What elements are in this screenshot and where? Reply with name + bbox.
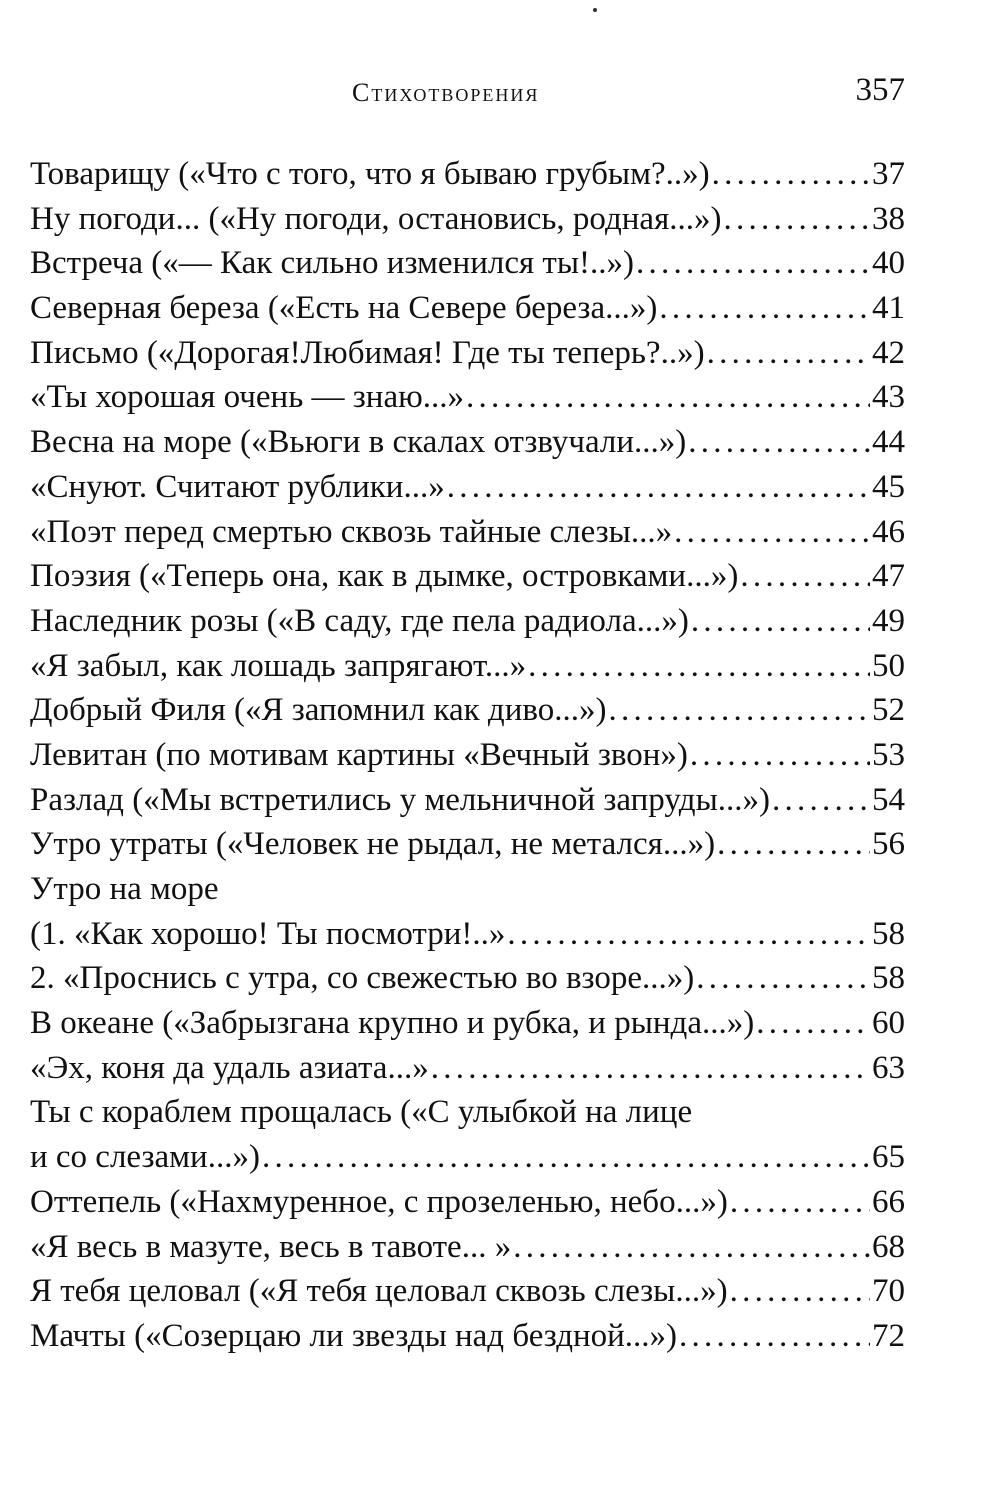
toc-entry [30, 644, 905, 689]
toc-dot-leader [688, 420, 870, 465]
toc-entry-page: 72 [872, 1317, 905, 1354]
toc-entry-title: «Эх, коня да удаль азиата...» [30, 1049, 429, 1086]
toc-entry [30, 152, 905, 197]
toc-dot-leader [528, 644, 870, 689]
toc-entry [30, 867, 905, 912]
toc-entry-page: 70 [872, 1273, 905, 1310]
toc-dot-leader [772, 778, 870, 823]
toc-entry [30, 465, 905, 510]
toc-entry [30, 286, 905, 331]
toc-dot-leader [679, 1314, 870, 1359]
toc-dot-leader [513, 1225, 870, 1270]
toc-entry-page: 63 [872, 1049, 905, 1086]
toc-entry-title: Ты с кораблем прощалась («С улыбкой на лице [30, 1094, 693, 1131]
toc-entry [30, 241, 905, 286]
toc-dot-leader [730, 1180, 870, 1225]
toc-entry-title: Левитан (по мотивам картины «Вечный звон») [30, 736, 688, 773]
toc-entry-title: Разлад («Мы встретились у мельничной запруды...») [30, 781, 770, 818]
toc-entry [30, 1314, 905, 1359]
toc-entry-page: 52 [872, 692, 905, 729]
toc-dot-leader [659, 286, 870, 331]
toc-dot-leader [608, 688, 870, 733]
toc-dot-leader [674, 510, 870, 555]
toc-entry-page: 60 [872, 1005, 905, 1042]
toc-entry [30, 510, 905, 555]
toc-dot-leader [724, 197, 870, 242]
toc-entry [30, 1225, 905, 1270]
toc-entry-title: Поэзия («Теперь она, как в дымке, островками...») [30, 558, 739, 595]
toc-entry-page: 46 [872, 513, 905, 550]
toc-entry-title: Ну погоди... («Ну погоди, остановись, родная...») [30, 200, 722, 237]
toc-entry-title: «Поэт перед смертью сквозь тайные слезы...» [30, 513, 673, 550]
print-speck [593, 8, 597, 12]
toc-entry-page: 56 [872, 826, 905, 863]
page-header [30, 72, 905, 116]
toc-entry-title: Весна на море («Вьюги в скалах отзвучали...») [30, 424, 687, 461]
toc-entry [30, 1046, 905, 1091]
toc-entry [30, 1180, 905, 1225]
toc-entry [30, 420, 905, 465]
toc-entry-title: Добрый Филя («Я запомнил как диво...») [30, 692, 607, 729]
toc-entry-page: 40 [872, 245, 905, 282]
toc-dot-leader [740, 554, 870, 599]
toc-dot-leader [466, 375, 870, 420]
running-head: Стихотворения [352, 78, 540, 107]
toc-entry-title: Утро утраты («Человек не рыдал, не метался...») [30, 826, 716, 863]
toc-entry-page: 66 [872, 1183, 905, 1220]
toc-entry [30, 197, 905, 242]
toc-entry-title: «Снуют. Считают рублики...» [30, 468, 445, 505]
toc-entry-title: Утро на море [30, 871, 219, 907]
toc-entry-page: 49 [872, 602, 905, 639]
toc-dot-leader [756, 1001, 870, 1046]
toc-entry-title: В океане («Забрызгана крупно и рубка, и рында...») [30, 1005, 755, 1042]
toc-entry-page: 43 [872, 379, 905, 416]
toc-entry [30, 822, 905, 867]
toc-entry [30, 956, 905, 1001]
toc-entry [30, 733, 905, 778]
toc-entry-title: Наследник розы («В саду, где пела радиола...») [30, 602, 689, 639]
toc-entry-title: 2. «Проснись с утра, со свежестью во взоре...») [30, 960, 695, 997]
toc-entry-page: 42 [872, 334, 905, 371]
toc-entry-page: 65 [872, 1139, 905, 1176]
toc-entry-page: 50 [872, 647, 905, 684]
toc-dot-leader [447, 465, 870, 510]
toc-dot-leader [707, 331, 870, 376]
toc-entry-page: 37 [872, 156, 905, 192]
toc-entry-page: 58 [872, 960, 905, 997]
toc-entry [30, 1001, 905, 1046]
toc-entry-page: 47 [872, 558, 905, 595]
toc-entry-title: Северная береза («Есть на Севере береза...») [30, 290, 658, 327]
toc-entry [30, 778, 905, 823]
toc-entry-title: и со слезами...») [30, 1139, 260, 1176]
toc-entry-page: 53 [872, 736, 905, 773]
toc-entry-title: Оттепель («Нахмуренное, с прозеленью, небо...») [30, 1183, 728, 1220]
toc-entry [30, 1135, 905, 1180]
toc-entry-page: 68 [872, 1228, 905, 1265]
toc-dot-leader [690, 733, 870, 778]
toc-entry [30, 375, 905, 420]
toc-entry [30, 1269, 905, 1314]
toc-entry-page: 44 [872, 424, 905, 461]
table-of-contents [30, 152, 905, 1359]
toc-entry [30, 554, 905, 599]
toc-entry [30, 1090, 905, 1135]
toc-dot-leader [636, 241, 870, 286]
toc-entry-page: 58 [872, 915, 905, 952]
toc-dot-leader [262, 1135, 870, 1180]
toc-entry-title: «Я весь в мазуте, весь в тавоте... » [30, 1228, 512, 1265]
toc-entry-title: Встреча («— Как сильно изменился ты!..») [30, 245, 634, 282]
toc-entry-title: «Ты хорошая очень — знаю...» [30, 379, 465, 416]
toc-dot-leader [507, 912, 870, 957]
toc-entry-title: «Я забыл, как лошадь запрягают...» [30, 647, 527, 684]
toc-entry-page: 41 [872, 290, 905, 327]
toc-entry [30, 688, 905, 733]
toc-dot-leader [717, 822, 870, 867]
toc-entry-page: 45 [872, 468, 905, 505]
toc-dot-leader [691, 599, 870, 644]
toc-entry-title: Мачты («Созерцаю ли звезды над бездной...») [30, 1317, 678, 1354]
toc-dot-leader [696, 956, 870, 1001]
toc-dot-leader [431, 1046, 870, 1091]
toc-entry [30, 331, 905, 376]
toc-entry-title: Письмо («Дорогая!Любимая! Где ты теперь?..») [30, 334, 705, 371]
page-number: 357 [855, 72, 905, 108]
toc-entry-title: (1. «Как хорошо! Ты посмотри!..» [30, 915, 506, 952]
toc-dot-leader [730, 1269, 870, 1314]
toc-entry-page: 54 [872, 781, 905, 818]
toc-entry [30, 599, 905, 644]
toc-dot-leader [712, 152, 870, 197]
toc-entry-title: Товарищу («Что с того, что я бываю грубым?..») [30, 156, 710, 192]
toc-entry-title: Я тебя целовал («Я тебя целовал сквозь слезы...») [30, 1273, 728, 1310]
toc-entry-page: 38 [872, 200, 905, 237]
toc-entry [30, 912, 905, 957]
